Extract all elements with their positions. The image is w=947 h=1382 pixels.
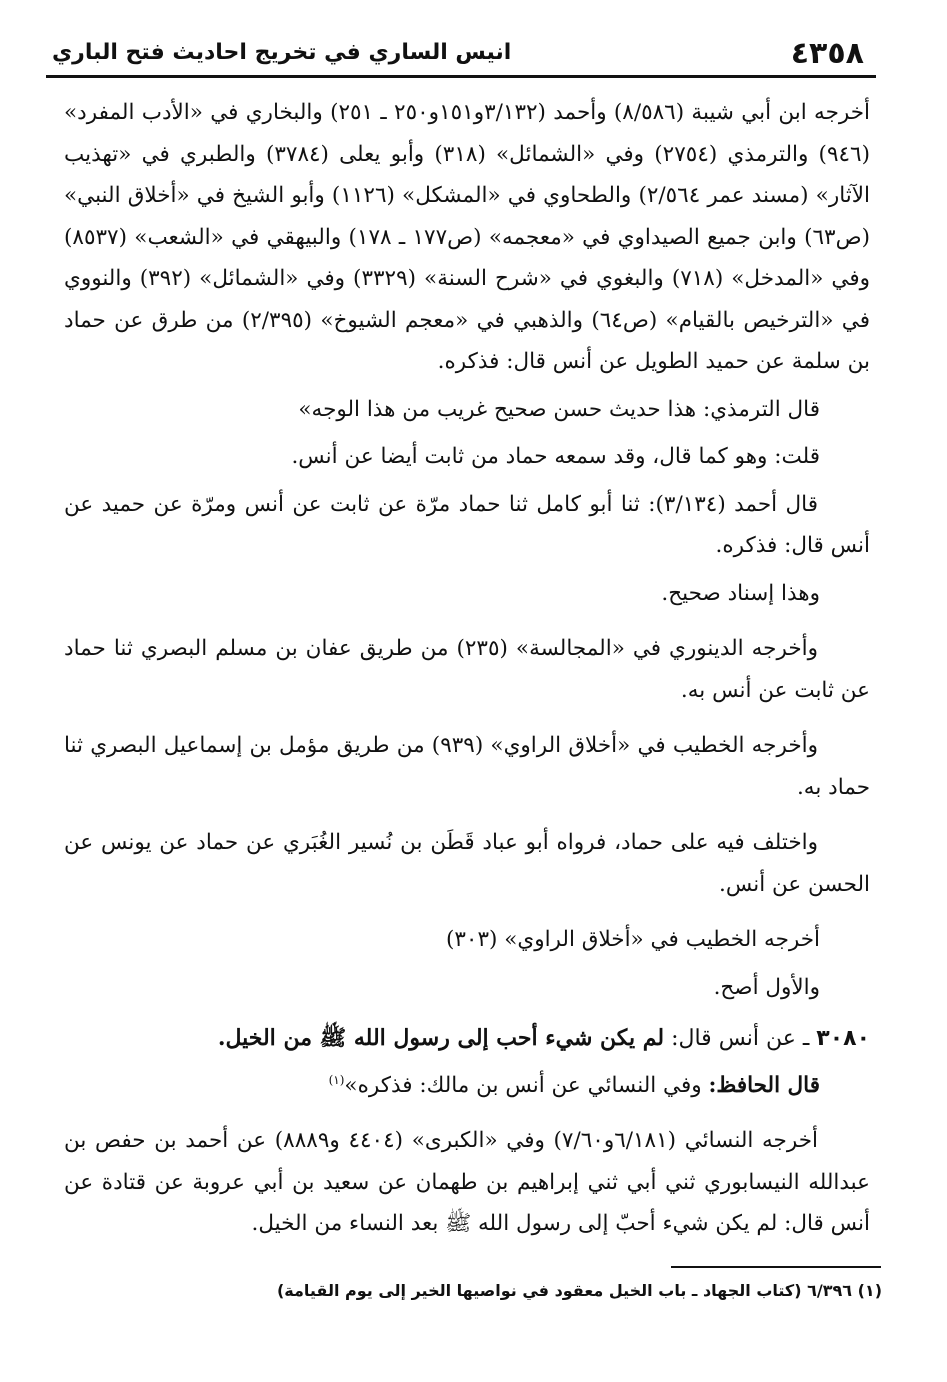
paragraph-ikhtilaf: واختلف فيه على حماد، فرواه أبو عباد قَطَن بن نُسير الغُبَري عن حماد عن يونس عن الحسن عن أنس. (64, 830, 870, 897)
hadith-number: ٣٠٨٠ (816, 1026, 870, 1051)
paragraph-khatib-1: وأخرجه الخطيب في «أخلاق الراوي» (٩٣٩) من طريق مؤمل بن إسماعيل البصري ثنا حماد به. (64, 733, 870, 800)
footnote-rule (671, 1266, 881, 1268)
paragraph-ahmad: قال أحمد (٣/١٣٤): ثنا أبو كامل ثنا حماد مرّة عن ثابت عن أنس ومرّة عن حميد عن أنس قال: فذكره. (64, 491, 870, 558)
page-header (46, 30, 876, 74)
hafiz-text: وفي النسائي عن أنس بن مالك: فذكره» (344, 1072, 702, 1098)
footnote: (١) ٦/٣٩٦ (كتاب الجهاد ـ باب الخيل معقود في نواصيها الخير إلى يوم القيامة) (276, 1281, 882, 1300)
main-text (64, 92, 870, 1245)
paragraph-isnad: وهذا إسناد صحيح. (661, 580, 820, 606)
hafiz-label: قال الحافظ: (708, 1072, 820, 1098)
paragraph-dinawari: وأخرجه الدينوري في «المجالسة» (٢٣٥) من طريق عفان بن مسلم البصري ثنا حماد عن ثابت عن أنس به. (64, 636, 870, 703)
running-title: انيس الساري في تخريج احاديث فتح الباري (52, 40, 512, 65)
paragraph-tirmidhi: قال الترمذي: هذا حديث حسن صحيح غريب من هذا الوجه» (298, 396, 820, 422)
footnote-ref: (١) (328, 1072, 345, 1087)
hafiz-note (64, 1060, 870, 1107)
paragraph-qultu: قلت: وهو كما قال، وقد سمعه حماد من ثابت أيضا عن أنس. (291, 444, 820, 469)
header-rule (46, 75, 876, 78)
paragraph-khatib-2: أخرجه الخطيب في «أخلاق الراوي» (٣٠٣) (445, 927, 820, 952)
paragraph-asahh: والأول أصح. (713, 974, 820, 1000)
page-number: ٤٣٥٨ (790, 36, 864, 71)
paragraph-takhrij-1: أخرجه ابن أبي شيبة (٨/٥٨٦) وأحمد (٣/١٣٢و١٥١و٢٥٠ ـ ٢٥١) والبخاري في «الأدب المفرد» (٩٤٦) والترمذي (٢٧٥٤) وفي «الشمائل» (٣١٨) وأبو يعلى (٣٧٨٤) والطبري في «تهذيب الآثار» (مسند عمر ٢/٥٦٤) والطحاوي في «المشكل» (١١٢٦) وأبو الشيخ في «أخلاق النبي» (ص٦٣) وابن جميع الصيداوي في «معجمه» (ص١٧٧ ـ ١٧٨) والبيهقي في «الشعب» (٨٥٣٧) وفي «المدخل» (٧١٨) والبغوي في «شرح السنة» (٣٣٢٩) وفي «الشمائل» (٣٩٢) والنووي في «الترخيص بالقيام» (ص٦٤) والذهبي في «معجم الشيوخ» (٢/٣٩٥) من طرق عن حماد بن سلمة عن حميد الطويل عن أنس قال: فذكره. (64, 100, 870, 374)
hadith-entry (64, 1018, 870, 1060)
hadith-intro: ـ عن أنس قال: (671, 1026, 810, 1051)
hadith-text: لم يكن شيء أحب إلى رسول الله ﷺ من الخيل. (217, 1025, 665, 1051)
paragraph-nasai: أخرجه النسائي (٦/١٨١و٧/٦٠) وفي «الكبرى» (٤٤٠٤ و٨٨٨٩) عن أحمد بن حفص بن عبدالله النيسابوري ثني أبي ثني إبراهيم بن طهمان عن سعيد بن أبي عروبة عن قتادة عن أنس قال: لم يكن شيء أحبّ إلى رسول الله ﷺ بعد النساء من الخيل. (64, 1128, 870, 1237)
